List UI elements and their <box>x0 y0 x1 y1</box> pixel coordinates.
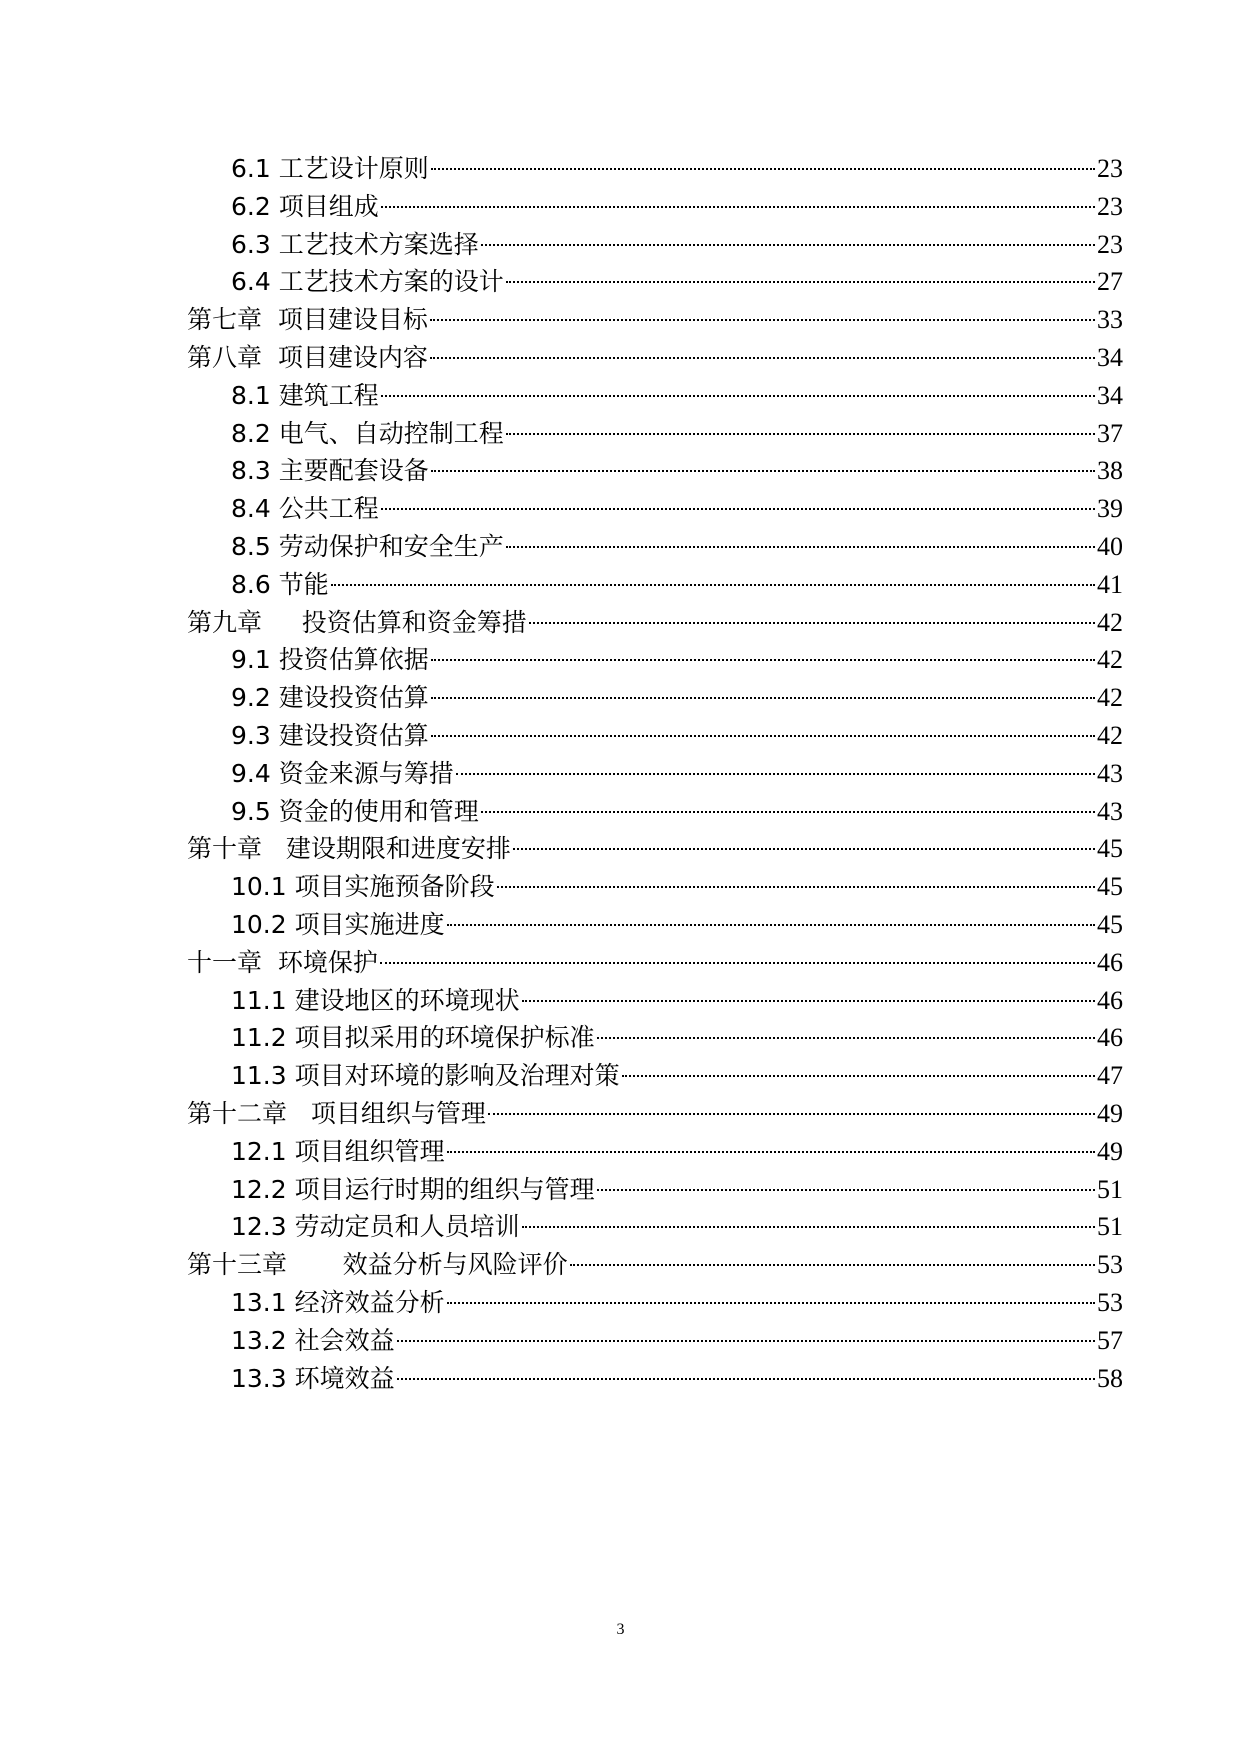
toc-dot-leader <box>431 470 1095 472</box>
toc-entry-page-number: 46 <box>1097 947 1123 977</box>
toc-entry-page-number: 51 <box>1097 1174 1123 1204</box>
toc-entry-page-number: 37 <box>1097 418 1123 448</box>
toc-entry-page-number: 43 <box>1097 758 1123 788</box>
toc-entry-page-number: 57 <box>1097 1325 1123 1355</box>
toc-dot-leader <box>331 584 1095 586</box>
toc-entry-page-number: 23 <box>1097 191 1123 221</box>
toc-dot-leader <box>397 1378 1095 1380</box>
toc-entry-title: 9.1 投资估算依据 <box>231 645 429 675</box>
toc-dot-leader <box>381 395 1095 397</box>
toc-entry-title: 11.1 建设地区的环境现状 <box>231 985 520 1015</box>
toc-section-entry[interactable] <box>187 415 1123 453</box>
toc-entry-title: 9.2 建设投资估算 <box>231 683 429 713</box>
toc-entry-title: 第九章 投资估算和资金筹措 <box>187 607 527 637</box>
toc-entry-page-number: 49 <box>1097 1098 1123 1128</box>
toc-dot-leader <box>456 773 1095 775</box>
toc-dot-leader <box>522 1000 1095 1002</box>
toc-entry-title: 13.1 经济效益分析 <box>231 1287 445 1317</box>
toc-dot-leader <box>447 924 1095 926</box>
toc-entry-title: 9.4 资金来源与筹措 <box>231 758 454 788</box>
toc-section-entry[interactable] <box>187 566 1123 604</box>
toc-entry-title: 第八章 项目建设内容 <box>187 342 428 372</box>
toc-dot-leader <box>381 206 1095 208</box>
toc-section-entry[interactable] <box>187 868 1123 906</box>
toc-entry-page-number: 40 <box>1097 531 1123 561</box>
toc-dot-leader <box>506 433 1095 435</box>
toc-entry-page-number: 46 <box>1097 1023 1123 1053</box>
toc-section-entry[interactable] <box>187 150 1123 188</box>
toc-chapter-entry[interactable] <box>187 604 1123 642</box>
toc-chapter-entry[interactable] <box>187 1095 1123 1133</box>
toc-dot-leader <box>431 697 1095 699</box>
toc-entry-title: 8.3 主要配套设备 <box>231 456 429 486</box>
toc-section-entry[interactable] <box>187 377 1123 415</box>
toc-dot-leader <box>431 659 1095 661</box>
toc-dot-leader <box>481 811 1095 813</box>
toc-entry-page-number: 51 <box>1097 1212 1123 1242</box>
toc-entry-title: 12.3 劳动定员和人员培训 <box>231 1212 520 1242</box>
toc-chapter-entry[interactable] <box>187 830 1123 868</box>
toc-entry-page-number: 42 <box>1097 645 1123 675</box>
toc-entry-title: 8.2 电气、自动控制工程 <box>231 418 504 448</box>
toc-section-entry[interactable] <box>187 793 1123 831</box>
toc-entry-title: 11.2 项目拟采用的环境保护标准 <box>231 1023 595 1053</box>
toc-dot-leader <box>481 244 1095 246</box>
toc-entry-title: 13.2 社会效益 <box>231 1325 395 1355</box>
toc-entry-page-number: 34 <box>1097 342 1123 372</box>
toc-dot-leader <box>506 281 1095 283</box>
toc-entry-title: 9.3 建设投资估算 <box>231 720 429 750</box>
toc-entry-title: 12.1 项目组织管理 <box>231 1136 445 1166</box>
toc-entry-page-number: 42 <box>1097 607 1123 637</box>
toc-chapter-entry[interactable] <box>187 944 1123 982</box>
toc-entry-page-number: 34 <box>1097 380 1123 410</box>
page-number: 3 <box>616 1621 625 1638</box>
toc-entry-title: 13.3 环境效益 <box>231 1363 395 1393</box>
toc-section-entry[interactable] <box>187 263 1123 301</box>
toc-entry-page-number: 47 <box>1097 1061 1123 1091</box>
toc-entry-title: 6.4 工艺技术方案的设计 <box>231 267 504 297</box>
toc-section-entry[interactable] <box>187 717 1123 755</box>
toc-section-entry[interactable] <box>187 490 1123 528</box>
toc-section-entry[interactable] <box>187 1171 1123 1209</box>
toc-entry-page-number: 41 <box>1097 569 1123 599</box>
toc-entry-page-number: 45 <box>1097 872 1123 902</box>
toc-entry-page-number: 23 <box>1097 229 1123 259</box>
toc-chapter-entry[interactable] <box>187 301 1123 339</box>
toc-section-entry[interactable] <box>187 982 1123 1020</box>
toc-dot-leader <box>522 1226 1095 1228</box>
toc-entry-page-number: 45 <box>1097 909 1123 939</box>
toc-chapter-entry[interactable] <box>187 1246 1123 1284</box>
toc-dot-leader <box>506 546 1095 548</box>
toc-section-entry[interactable] <box>187 1057 1123 1095</box>
toc-entry-title: 8.4 公共工程 <box>231 494 379 524</box>
toc-dot-leader <box>381 508 1095 510</box>
toc-section-entry[interactable] <box>187 1019 1123 1057</box>
toc-dot-leader <box>488 1113 1095 1115</box>
toc-entry-page-number: 43 <box>1097 796 1123 826</box>
toc-entry-page-number: 58 <box>1097 1363 1123 1393</box>
toc-section-entry[interactable] <box>187 188 1123 226</box>
toc-entry-title: 10.1 项目实施预备阶段 <box>231 872 495 902</box>
toc-entry-page-number: 33 <box>1097 305 1123 335</box>
toc-section-entry[interactable] <box>187 1133 1123 1171</box>
toc-section-entry[interactable] <box>187 906 1123 944</box>
toc-dot-leader <box>597 1037 1095 1039</box>
toc-dot-leader <box>529 622 1095 624</box>
toc-entry-title: 10.2 项目实施进度 <box>231 909 445 939</box>
toc-entry-title: 8.6 节能 <box>231 569 329 599</box>
toc-dot-leader <box>397 1340 1095 1342</box>
toc-dot-leader <box>430 319 1095 321</box>
toc-section-entry[interactable] <box>187 1208 1123 1246</box>
toc-section-entry[interactable] <box>187 755 1123 793</box>
toc-entry-page-number: 23 <box>1097 154 1123 183</box>
toc-entry-page-number: 49 <box>1097 1136 1123 1166</box>
toc-entry-title: 6.2 项目组成 <box>231 191 379 221</box>
toc-dot-leader <box>513 848 1095 850</box>
toc-dot-leader <box>447 1151 1095 1153</box>
toc-entry-page-number: 42 <box>1097 720 1123 750</box>
toc-entry-title: 6.3 工艺技术方案选择 <box>231 229 479 259</box>
toc-section-entry[interactable] <box>187 226 1123 264</box>
toc-dot-leader <box>497 886 1095 888</box>
toc-section-entry[interactable] <box>187 1322 1123 1360</box>
toc-dot-leader <box>430 357 1095 359</box>
toc-section-entry[interactable] <box>187 1284 1123 1322</box>
toc-entry-page-number: 38 <box>1097 456 1123 486</box>
toc-entry-page-number: 45 <box>1097 834 1123 864</box>
toc-entry-title: 第十三章 效益分析与风险评价 <box>187 1250 568 1280</box>
toc-entry-title: 第十章 建设期限和进度安排 <box>187 834 511 864</box>
toc-dot-leader <box>431 735 1095 737</box>
toc-chapter-entry[interactable] <box>187 339 1123 377</box>
toc-entry-title: 6.1 工艺设计原则 <box>231 154 429 183</box>
toc-dot-leader <box>380 962 1095 964</box>
toc-dot-leader <box>570 1264 1095 1266</box>
toc-entry-title: 12.2 项目运行时期的组织与管理 <box>231 1174 595 1204</box>
toc-entry-title: 第十二章 项目组织与管理 <box>187 1098 486 1128</box>
toc-entry-title: 8.1 建筑工程 <box>231 380 379 410</box>
toc-dot-leader <box>447 1302 1095 1304</box>
toc-entry-page-number: 39 <box>1097 494 1123 524</box>
toc-entry-title: 第七章 项目建设目标 <box>187 305 428 335</box>
toc-entry-title: 9.5 资金的使用和管理 <box>231 796 479 826</box>
toc-section-entry[interactable] <box>187 641 1123 679</box>
toc-dot-leader <box>431 168 1095 170</box>
toc-entry-title: 11.3 项目对环境的影响及治理对策 <box>231 1061 620 1091</box>
toc-section-entry[interactable] <box>187 452 1123 490</box>
toc-entry-page-number: 42 <box>1097 683 1123 713</box>
toc-section-entry[interactable] <box>187 679 1123 717</box>
toc-entry-page-number: 53 <box>1097 1287 1123 1317</box>
toc-entry-title: 8.5 劳动保护和安全生产 <box>231 531 504 561</box>
toc-entry-page-number: 46 <box>1097 985 1123 1015</box>
toc-entry-page-number: 27 <box>1097 267 1123 297</box>
table-of-contents <box>187 150 1123 1397</box>
toc-section-entry[interactable] <box>187 528 1123 566</box>
toc-dot-leader <box>597 1189 1095 1191</box>
toc-section-entry[interactable] <box>187 1360 1123 1398</box>
toc-entry-title: 十一章 环境保护 <box>187 947 378 977</box>
toc-dot-leader <box>622 1075 1095 1077</box>
toc-entry-page-number: 53 <box>1097 1250 1123 1280</box>
